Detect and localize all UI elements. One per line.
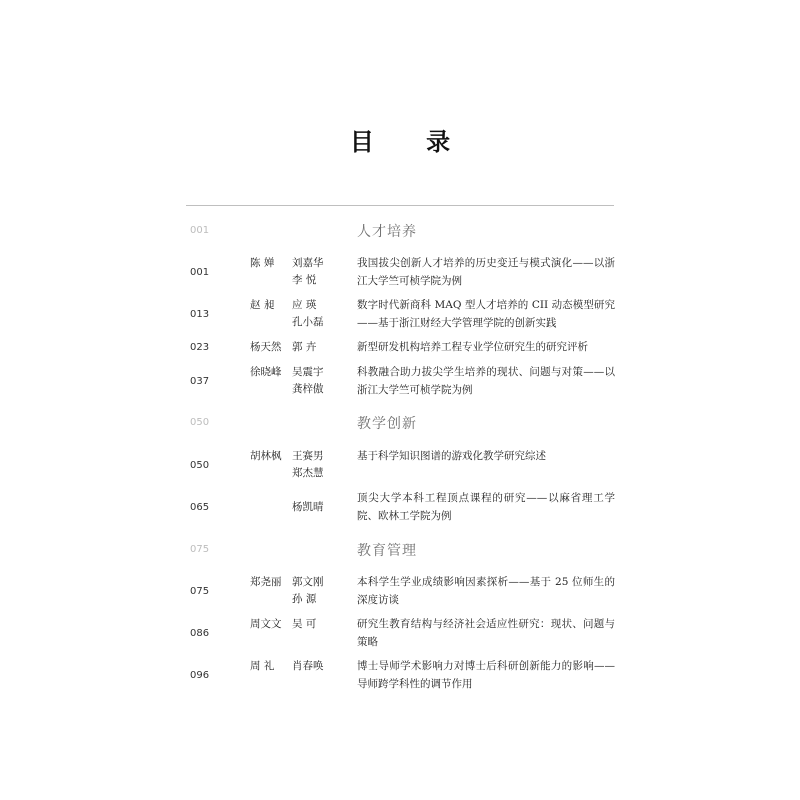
author-name: 郭文刚 (292, 576, 324, 588)
article-title[interactable]: 数字时代新商科 MAQ 型人才培养的 CII 动态模型研究——基于浙江财经大学管理学院的创新实践 (357, 299, 615, 329)
author-name: 李 悦 (292, 274, 317, 286)
first-author (250, 574, 290, 591)
entry-page-number: 023 (190, 342, 210, 353)
entry-page-number: 050 (190, 460, 210, 471)
article-title[interactable]: 新型研发机构培养工程专业学位研究生的研究评析 (357, 341, 588, 353)
page-title: 目 录 (349, 127, 473, 156)
co-authors (292, 255, 336, 289)
co-authors (292, 616, 336, 633)
author-name: 杨凯晴 (292, 501, 324, 513)
first-author (250, 364, 290, 381)
first-author (250, 658, 290, 675)
entry-page-number: 096 (190, 670, 210, 681)
co-authors (292, 339, 336, 356)
author-name: 吴 可 (292, 618, 317, 630)
article-title[interactable]: 研究生教育结构与经济社会适应性研究：现状、问题与策略 (357, 618, 615, 648)
entry-page-number: 065 (190, 502, 210, 513)
section-page-number: 075 (190, 544, 210, 555)
article-title[interactable]: 科教融合助力拔尖学生培养的现状、问题与对策——以浙江大学竺可桢学院为例 (357, 366, 615, 396)
author-name: 郑杰慧 (292, 467, 324, 479)
author-name: 吴震宇 (292, 366, 324, 378)
author-name: 应 瑛 (292, 299, 317, 311)
first-author (250, 255, 290, 272)
entry-page-number: 075 (190, 586, 210, 597)
section-page-number: 050 (190, 417, 210, 428)
author-name: 孙 源 (292, 593, 317, 605)
author-name: 肖春唤 (292, 660, 324, 672)
header-divider (186, 205, 614, 206)
author-name: 郑尧丽 (250, 576, 282, 588)
article-title[interactable]: 顶尖大学本科工程顶点课程的研究——以麻省理工学院、欧林工学院为例 (357, 492, 615, 522)
author-name: 王赛男 (292, 450, 324, 462)
article-title[interactable]: 我国拔尖创新人才培养的历史变迁与模式演化——以浙江大学竺可桢学院为例 (357, 257, 615, 287)
article-title[interactable]: 基于科学知识图谱的游戏化教学研究综述 (357, 450, 546, 462)
first-author (250, 448, 290, 465)
entry-page-number: 013 (190, 309, 210, 320)
author-name: 孔小磊 (292, 316, 324, 328)
first-author (250, 297, 290, 314)
author-name: 胡林枫 (250, 450, 282, 462)
section-title[interactable]: 教育管理 (357, 543, 417, 559)
co-authors (292, 658, 336, 675)
co-authors (292, 499, 336, 516)
author-name: 郭 卉 (292, 341, 317, 353)
author-name: 周文文 (250, 618, 282, 630)
author-name: 赵 昶 (250, 299, 275, 311)
author-name: 杨天然 (250, 341, 282, 353)
author-name: 陈 婵 (250, 257, 275, 269)
article-title[interactable]: 本科学生学业成绩影响因素探析——基于 25 位师生的深度访谈 (357, 576, 615, 606)
author-name: 徐晓峰 (250, 366, 282, 378)
author-name: 龚梓傲 (292, 383, 324, 395)
author-name: 周 礼 (250, 660, 275, 672)
section-title[interactable]: 人才培养 (357, 224, 417, 240)
article-title[interactable]: 博士导师学术影响力对博士后科研创新能力的影响——导师跨学科性的调节作用 (357, 660, 615, 690)
co-authors (292, 574, 336, 608)
entry-page-number: 086 (190, 628, 210, 639)
entry-page-number: 001 (190, 267, 210, 278)
co-authors (292, 364, 336, 398)
entry-page-number: 037 (190, 376, 210, 387)
first-author (250, 616, 290, 633)
co-authors (292, 448, 336, 482)
section-page-number: 001 (190, 225, 210, 236)
co-authors (292, 297, 336, 331)
section-title[interactable]: 教学创新 (357, 416, 417, 432)
first-author (250, 339, 290, 356)
author-name: 刘嘉华 (292, 257, 324, 269)
